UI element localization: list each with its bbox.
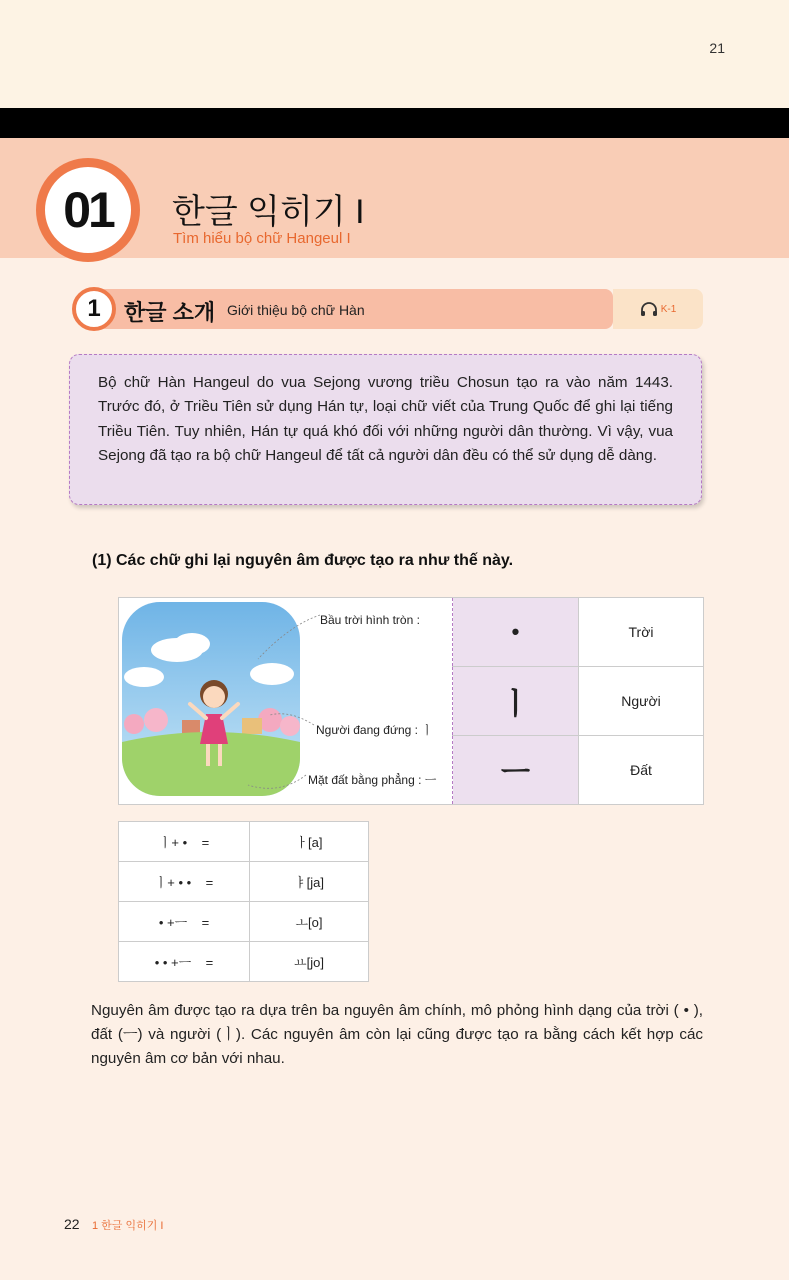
combination-result: ㅛ[jo] [250,942,369,982]
combination-result: ㅏ[a] [250,822,369,862]
combination-result: ㅗ[o] [250,902,369,942]
equals-sign: = [205,875,214,890]
table-row [453,736,704,805]
formula-text: • • +ㅡ [154,955,192,970]
table-row [119,902,369,942]
black-band [0,108,789,138]
combination-result: ㅑ[ja] [250,862,369,902]
explanation-paragraph: Nguyên âm được tạo ra dựa trên ba nguyên âm chính, mô phỏng hình dạng của trời ( • ), đất (ㅡ) và người (ㅣ). Các nguyên âm còn lại cũng được tạo ra bằng cách kết hợp các nguyên âm cơ bản với nhau. [91,1002,703,1067]
meaning-text: Trời [628,624,654,640]
footer-page-number: 22 [64,1216,80,1232]
symbol-vertical: ㅣ [501,688,530,721]
lesson-number-badge [36,158,140,262]
pointer-lines [230,605,450,795]
lesson-number: 01 [63,182,113,238]
combination-formula [119,822,250,862]
formula-text: • +ㅡ [158,915,188,930]
symbol-cell [453,736,579,805]
section-number: 1 [72,287,116,331]
top-page-number: 21 [709,40,725,56]
intro-box: Bộ chữ Hàn Hangeul do vua Sejong vương triều Chosun tạo ra vào năm 1443. Trước đó, ở Triều Tiên sử dụng Hán tự, loại chữ viết của Trung Quốc để ghi lại tiếng Triều Tiên. Tuy nhiên, Hán tự quá khó đối với những người dân thường. Vì vậy, vua Sejong đã tạo ra bộ chữ Hangeul để tất cả người dân đều có thể sử dụng dễ dàng. [69,354,702,505]
equals-sign: = [201,915,210,930]
equals-sign: = [201,835,210,850]
formula-text: ㅣ+ • [158,835,188,850]
meaning-cell [579,736,704,805]
footer-lesson-label: 1 한글 익히기 I [92,1220,164,1232]
meaning-cell [579,667,704,736]
equals-sign: = [205,955,214,970]
symbol-horizontal: ㅡ [501,757,530,790]
meaning-text: Đất [630,762,652,778]
top-area [0,0,789,108]
audio-track-button[interactable] [613,289,703,329]
symbol-cell [453,598,579,667]
combination-formula [119,902,250,942]
lesson-subtitle: Tìm hiểu bộ chữ Hangeul I [173,230,351,247]
ground-label: Mặt đất bằng phẳng : ㅡ [308,773,437,787]
combination-formula [119,862,250,902]
section-subtitle: Giới thiệu bộ chữ Hàn [227,302,365,318]
audio-track-code: K-1 [660,303,677,315]
person-label: Người đang đứng : ㅣ [316,723,433,737]
sky-label: Bầu trời hình tròn : [320,613,420,627]
table-row [119,862,369,902]
meaning-cell [579,598,704,667]
section-title: 한글 소개 [124,300,216,325]
table-row [453,598,704,667]
vowel-symbol-table [452,597,704,805]
headphones-icon [640,301,658,317]
table-row [119,942,369,982]
meaning-text: Người [621,693,661,709]
combination-formula [119,942,250,982]
formula-text: ㅣ+ • • [154,875,192,890]
table-row [119,822,369,862]
symbol-cell [453,667,579,736]
vowel-combination-table [118,821,369,982]
lesson-title: 한글 익히기 I [172,193,365,231]
table-row [453,667,704,736]
symbol-dot: • [511,619,520,644]
question-heading: (1) Các chữ ghi lại nguyên âm được tạo ra như thế này. [92,552,514,569]
